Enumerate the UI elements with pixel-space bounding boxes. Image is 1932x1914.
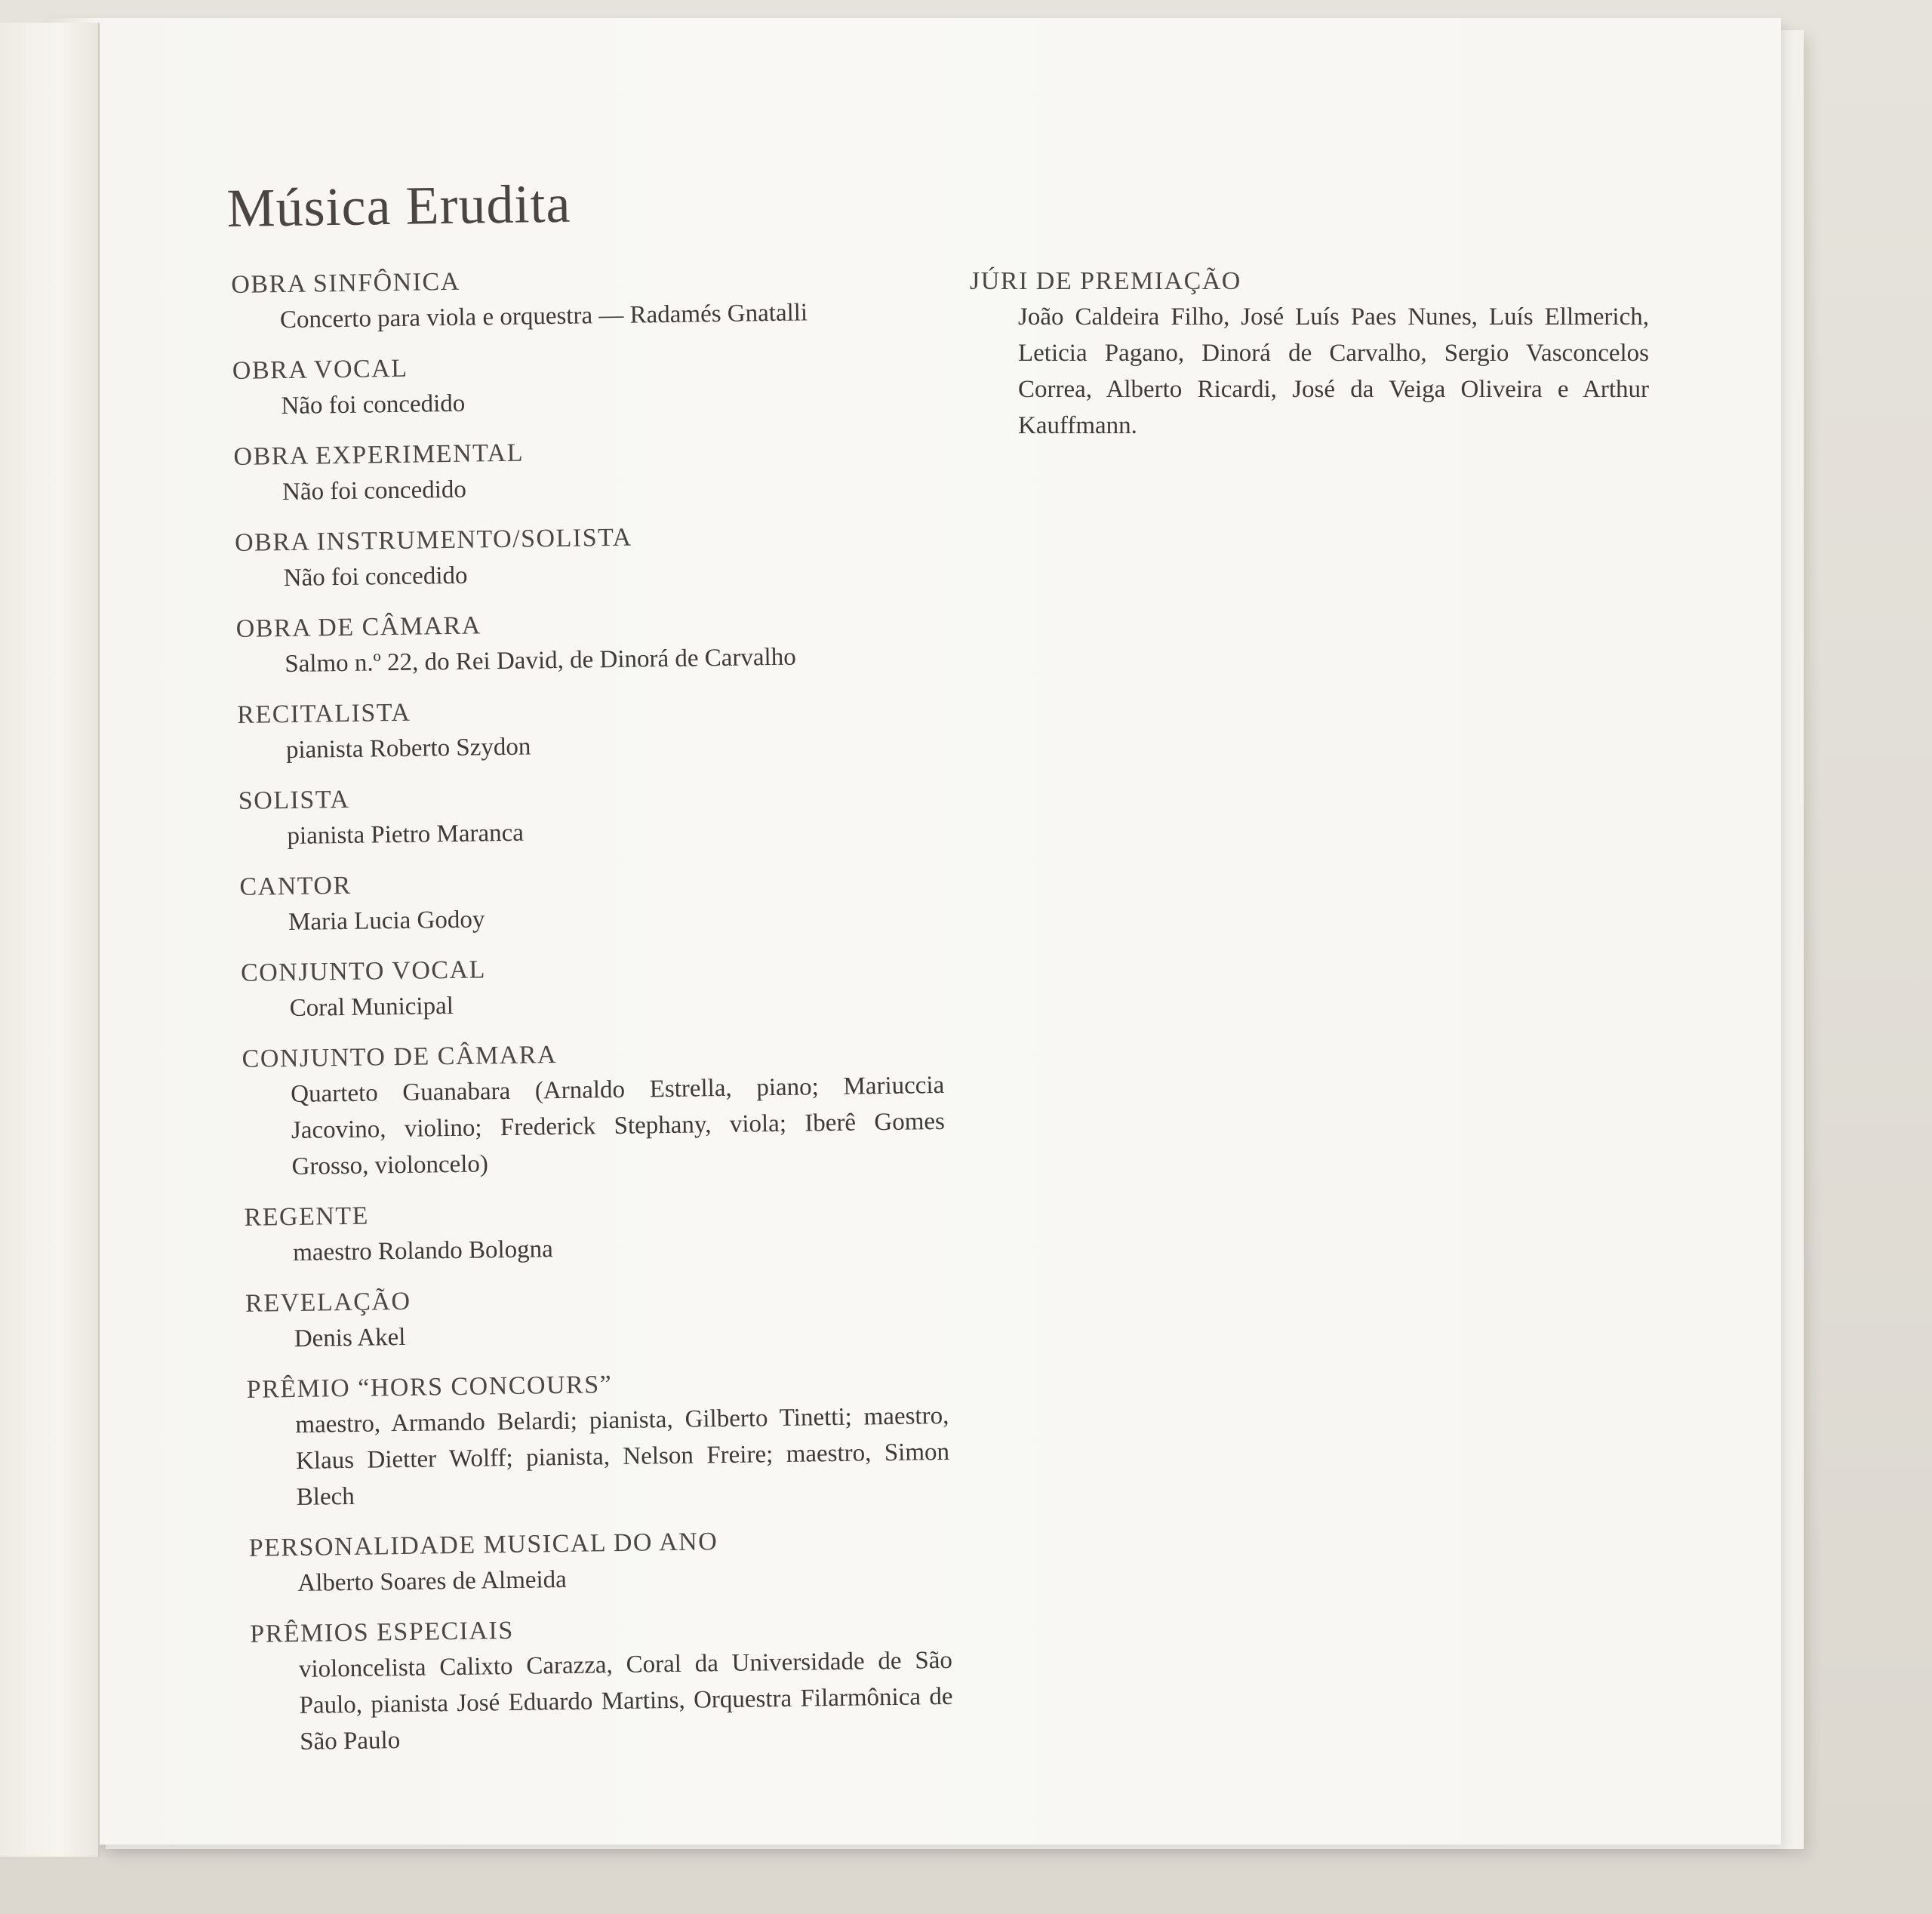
award-winner: Não foi concedido [283,562,468,592]
award-entry [246,1363,950,1516]
page-title: Música Erudita [226,173,571,238]
award-entry [239,860,942,941]
awards-list [231,258,954,1776]
award-entry [235,516,937,597]
award-category: REGENTE [244,1202,370,1232]
award-winner: Denis Akel [294,1323,406,1352]
award-entry [250,1608,954,1761]
award-winner: Não foi concedido [281,475,467,506]
award-entry [248,1522,951,1602]
award-entry [232,344,935,425]
award-category: OBRA INSTRUMENTO/SOLISTA [234,523,632,557]
award-category: REVELAÇÃO [245,1287,411,1318]
award-winner: Concerto para viola e orquestra — Radamés Gnatalli [279,299,808,334]
award-winner: Quarteto Guanabara (Arnaldo Estrella, piano; Mariuccia Jacovino, violino; Frederick Stephany, viola; Iberê Gomes Grosso, violoncelo) [291,1071,946,1180]
award-winner: pianista Roberto Szydon [285,733,531,765]
award-entry [231,258,934,339]
award-winner: Maria Lucia Godoy [288,906,485,937]
award-entry [238,774,941,855]
award-entry [241,946,943,1027]
award-category: OBRA SINFÔNICA [231,267,460,299]
award-category: PRÊMIOS ESPECIAIS [250,1616,515,1648]
award-winner: Não foi concedido [281,389,466,420]
award-category: RECITALISTA [237,698,411,729]
award-category: SOLISTA [238,785,350,815]
award-entry [242,1032,946,1186]
award-category: OBRA VOCAL [232,354,408,385]
award-category: CONJUNTO DE CÂMARA [242,1041,558,1073]
award-winner: Alberto Soares de Almeida [297,1565,568,1597]
award-category: PERSONALIDADE MUSICAL DO ANO [248,1528,718,1562]
award-winner: maestro, Armando Belardi; pianista, Gilberto Tinetti; maestro, Klaus Dietter Wolff; pianista, Nelson Freire; maestro, Simon Blech [295,1402,950,1511]
jury-heading: JÚRI DE PREMIAÇÃO [970,267,1241,295]
award-category: CONJUNTO VOCAL [240,955,487,987]
jury-entry [970,264,1649,444]
award-category: OBRA EXPERIMENTAL [233,438,525,471]
award-category: CANTOR [239,871,352,901]
jury-members: João Caldeira Filho, José Luís Paes Nunes, Luís Ellmerich, Leticia Pagano, Dinorá de Carvalho, Sergio Vasconcelos Correa, Alberto Ricardi, José da Veiga Oliveira e Arthur Kauffmann. [1018,303,1649,439]
award-winner: pianista Pietro Maranca [287,819,525,851]
award-entry [237,688,940,769]
award-category: PRÊMIO “HORS CONCOURS” [246,1371,613,1404]
jury-section [970,264,1649,459]
award-entry [233,430,936,511]
award-winner: Coral Municipal [289,992,454,1023]
award-winner: maestro Rolando Bologna [292,1235,554,1266]
award-entry [235,602,938,683]
award-entry [244,1191,946,1272]
award-winner: violoncelista Calixto Carazza, Coral da Universidade de São Paulo, pianista José Eduardo Martins, Orquestra Filarmônica de São Paulo [298,1646,953,1756]
award-category: OBRA DE CÂMARA [235,611,482,643]
award-winner: Salmo n.º 22, do Rei David, de Dinorá de Carvalho [285,643,796,679]
award-entry [245,1277,948,1358]
